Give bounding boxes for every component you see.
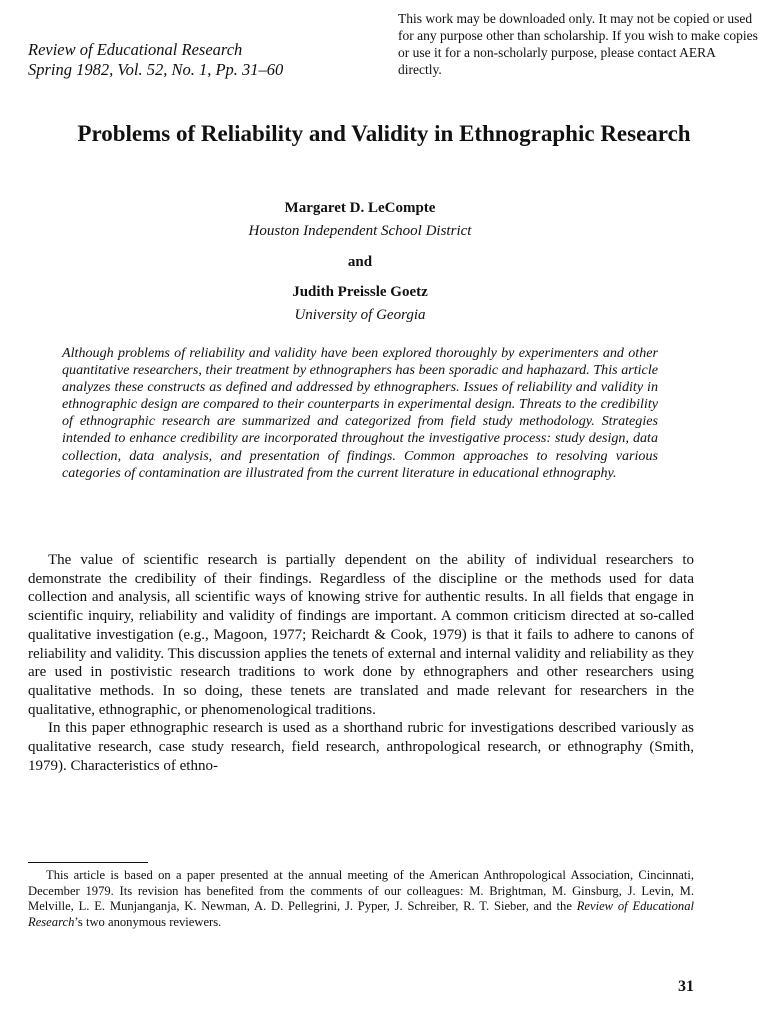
page-number: 31 (678, 978, 694, 995)
footnote-tail: ’s two anonymous reviewers. (74, 915, 222, 930)
copyright-notice: This work may be downloaded only. It may not be copied or used for any purpose other than scholarship. If you wish to make copies or use it for a non-scholarly purpose, please contact AERA directly. (398, 11, 758, 77)
footnote-text: This article is based on a paper presented at the annual meeting of the American Anthropological Association, Cincinnati, December 1979. Its revision has benefited from the comments of our colleagues: M. Brightman, M. Ginsburg, J. Levin, M. Melville, L. E. Munjanganja, K. Newman, A. D. Pellegrini, J. Pyper, J. Schreiber, R. T. Sieber, and the (28, 868, 694, 914)
abstract: Although problems of reliability and validity have been explored thoroughly by experimenters and other quantitative researchers, their treatment by ethnographers has been sporadic and haphazard. This article analyzes these constructs as defined and addressed by ethnographers. Issues of reliability and validity in ethnographic design are compared to their counterparts in experimental design. Threats to the credibility of ethnographic research are summarized and categorized from field study methodology. Strategies intended to enhance credibility are incorporated throughout the investigative process: study design, data collection, data analysis, and presentation of findings. Common approaches to resolving various categories of contamination are illustrated from the current literature in educational ethnography. (62, 345, 658, 481)
footnote-divider (28, 862, 148, 863)
footnote-journal-name: Review of Educational Research (28, 899, 694, 930)
body-paragraph: The value of scientific research is partially dependent on the ability of individual researchers to demonstrate the credibility of their findings. Regardless of the discipline or the methods used for data collection and analysis, all scientific ways of knowing strive for authentic results. In all fields that engage in scientific inquiry, reliability and validity of findings are important. A common criticism directed at so-called qualitative investigation (e.g., Magoon, 1977; Reichardt & Cook, 1979) is that it fails to adhere to canons of reliability and validity. This discussion applies the tenets of external and internal validity and reliability as they are used in postivistic research traditions to work done by ethnographers and other researchers using qualitative methods. In so doing, these tenets are translated and made relevant for researchers in the qualitative, ethnographic, or phenomenological traditions. (28, 552, 694, 718)
author-name: Judith Preissle Goetz (292, 284, 428, 300)
author-affiliation: Houston Independent School District (248, 223, 472, 239)
article-title: Problems of Reliability and Validity in Ethnographic Research (77, 121, 691, 146)
body-paragraph: In this paper ethnographic research is used as a shorthand rubric for investigations described variously as qualitative research, case study research, field research, anthropological research, or ethnography (Smith, 1979). Characteristics of ethno- (28, 720, 694, 774)
footnote (28, 868, 694, 931)
author-affiliation: University of Georgia (294, 307, 426, 323)
author-name: Margaret D. LeCompte (284, 200, 436, 216)
author-conjunction: and (347, 254, 373, 270)
journal-name: Review of Educational Research (28, 40, 243, 59)
journal-citation (28, 40, 368, 80)
journal-issue: Spring 1982, Vol. 52, No. 1, Pp. 31–60 (28, 60, 284, 79)
body-text (28, 551, 694, 775)
